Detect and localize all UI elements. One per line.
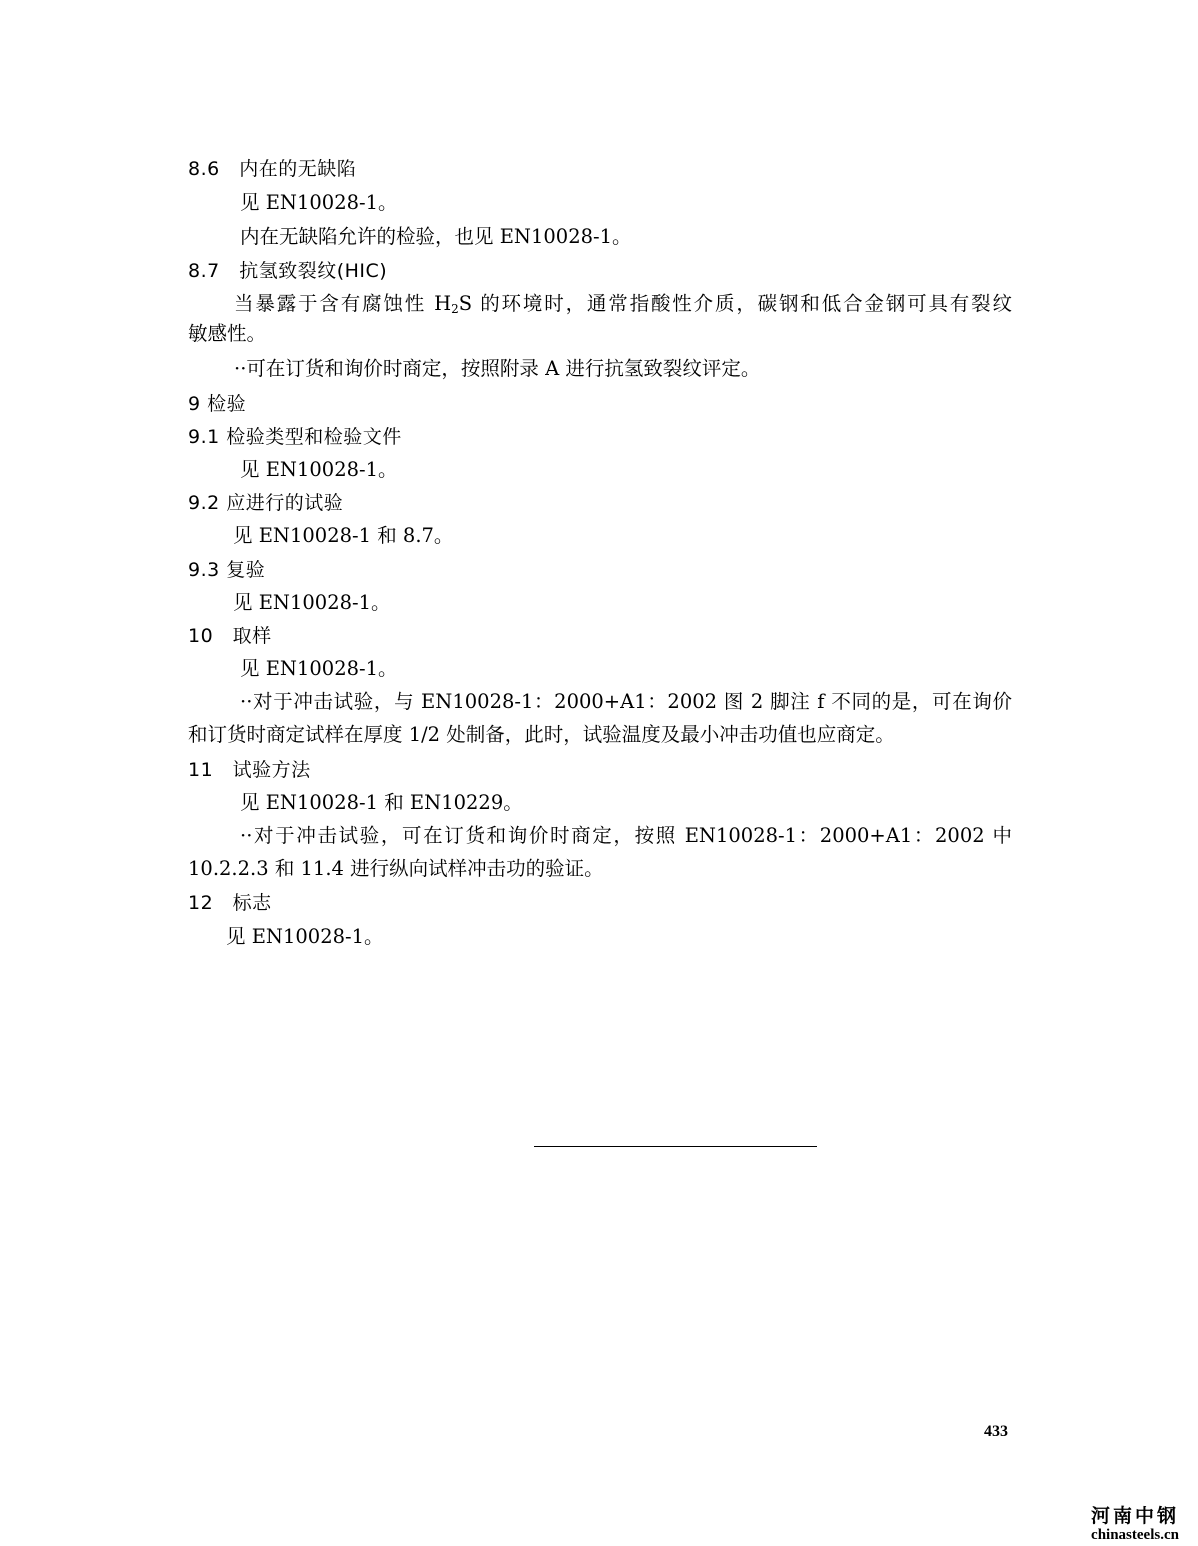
paragraph-9-2-1: 见 EN10028-1 和 8.7。 <box>233 524 454 547</box>
footnote-separator <box>534 1146 817 1147</box>
site-watermark <box>1075 1506 1195 1544</box>
paragraph-11-1: 见 EN10028-1 和 EN10229。 <box>240 791 523 814</box>
heading-9-1: 9.1 检验类型和检验文件 <box>188 426 402 448</box>
paragraph-9-1-1: 见 EN10028-1。 <box>240 458 398 481</box>
watermark-chinese-text: 河南中钢 <box>1090 1505 1179 1527</box>
heading-11: 11 试验方法 <box>188 759 311 781</box>
heading-9-3: 9.3 复验 <box>188 559 266 581</box>
paragraph-11-2-line-1: ··对于冲击试验，可在订货和询价时商定，按照 EN10028-1：2000+A1：2002 中 <box>240 824 1012 847</box>
paragraph-8-7-2: ··可在订货和询价时商定，按照附录 A 进行抗氢致裂纹评定。 <box>234 357 761 380</box>
heading-12: 12 标志 <box>188 892 272 914</box>
paragraph-8-6-2: 内在无缺陷允许的检验，也见 EN10028-1。 <box>240 225 632 248</box>
page-number: 433 <box>984 1423 1008 1440</box>
paragraph-8-6-1: 见 EN10028-1。 <box>240 191 398 214</box>
h2s-subscript: 2 <box>451 302 459 316</box>
heading-9-2: 9.2 应进行的试验 <box>188 492 344 514</box>
paragraph-10-2-line-1: ··对于冲击试验，与 EN10028-1：2000+A1：2002 图 2 脚注 f 不同的是，可在询价 <box>240 690 1012 713</box>
paragraph-9-3-1: 见 EN10028-1。 <box>233 591 391 614</box>
heading-9: 9 检验 <box>188 393 247 415</box>
watermark-url-text: chinasteels.cn <box>1091 1527 1179 1543</box>
paragraph-12-1: 见 EN10028-1。 <box>226 925 384 948</box>
paragraph-8-7-1-part-b: S 的环境时，通常指酸性介质，碳钢和低合金钢可具有裂纹 <box>458 292 1012 315</box>
paragraph-8-7-1-part-a: 当暴露于含有腐蚀性 H <box>234 292 452 315</box>
paragraph-10-1: 见 EN10028-1。 <box>240 657 398 680</box>
paragraph-10-2-line-2: 和订货时商定试样在厚度 1/2 处制备，此时，试验温度及最小冲击功值也应商定。 <box>188 723 895 746</box>
paragraph-8-7-1-continued: 敏感性。 <box>188 322 267 345</box>
heading-10: 10 取样 <box>188 625 272 647</box>
paragraph-11-2-line-2: 10.2.2.3 和 11.4 进行纵向试样冲击功的验证。 <box>188 857 604 880</box>
heading-8-6: 8.6 内在的无缺陷 <box>188 158 357 180</box>
paragraph-8-7-1 <box>234 292 1012 321</box>
heading-8-7: 8.7 抗氢致裂纹(HIC) <box>188 260 388 282</box>
